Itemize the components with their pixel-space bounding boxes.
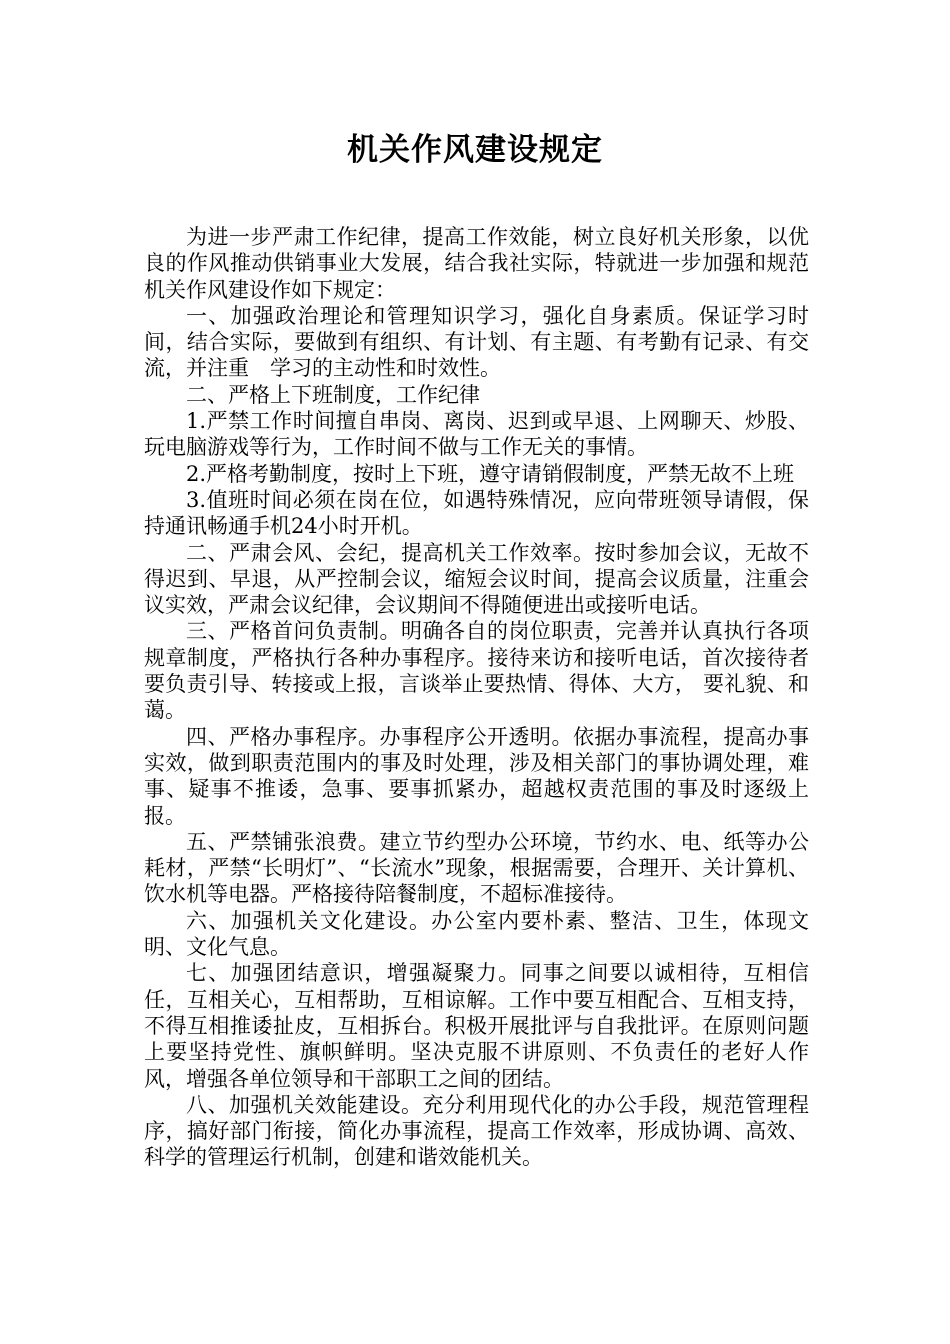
document-title: 机关作风建设规定 (347, 132, 603, 168)
paragraph-rule-3: 3.值班时间必须在岗在位，如遇特殊情况，应向带班领导请假，保持通讯畅通手机24小时开机。 (144, 487, 809, 539)
paragraph-unity: 七、加强团结意识，增强凝聚力。同事之间要以诚相待，互相信任，互相关心，互相帮助，互相谅解。工作中要互相配合、互相支持，不得互相推诿扯皮，互相拆台。积极开展批评与自我批评。在原则问题上要坚持党性、旗帜鲜明。坚决克服不讲原则、不负责任的老好人作风，增强各单位领导和干部职工之间的团结。 (144, 961, 809, 1091)
document-body (144, 224, 809, 1171)
paragraph-no-waste: 五、严禁铺张浪费。建立节约型办公环境，节约水、电、纸等办公耗材，严禁“长明灯”、“长流水”现象，根据需要，合理开、关计算机、饮水机等电器。严格接待陪餐制度，不超标准接待。 (144, 829, 809, 907)
paragraph-meetings: 二、严肃会风、会纪，提高机关工作效率。按时参加会议，无故不得迟到、早退，从严控制会议，缩短会议时间，提高会议质量，注重会议实效，严肃会议纪律，会议期间不得随便进出或接听电话。 (144, 540, 809, 618)
paragraph-culture: 六、加强机关文化建设。办公室内要朴素、整洁、卫生，体现文明、文化气息。 (144, 908, 809, 960)
paragraph-discipline-heading: 二、严格上下班制度，工作纪律 (186, 382, 480, 407)
paragraph-study: 一、加强政治理论和管理知识学习，强化自身素质。保证学习时间，结合实际，要做到有组织、有计划、有主题、有考勤有记录、有交流，并注重 学习的主动性和时效性。 (144, 303, 809, 381)
paragraph-rule-2: 2.严格考勤制度，按时上下班，遵守请销假制度，严禁无故不上班 (186, 461, 795, 486)
paragraph-intro: 为进一步严肃工作纪律，提高工作效能，树立良好机关形象，以优良的作风推动供销事业大发展，结合我社实际，特就进一步加强和规范机关作风建设作如下规定： (144, 225, 809, 302)
paragraph-procedures: 四、严格办事程序。办事程序公开透明。依据办事流程，提高办事实效，做到职责范围内的事及时处理，涉及相关部门的事协调处理，难事、疑事不推诿，急事、要事抓紧办，超越权责范围的事及时逐级上报。 (144, 724, 809, 828)
paragraph-first-responsibility: 三、严格首问负责制。明确各自的岗位职责，完善并认真执行各项规章制度，严格执行各种办事程序。接待来访和接听电话，首次接待者要负责引导、转接或上报，言谈举止要热情、得体、大方， 要礼貌、和蔼。 (144, 619, 809, 723)
paragraph-rule-1: 1.严禁工作时间擅自串岗、离岗、迟到或早退、上网聊天、炒股、玩电脑游戏等行为，工作时间不做与工作无关的事情。 (144, 409, 809, 460)
paragraph-efficiency: 八、加强机关效能建设。充分利用现代化的办公手段，规范管理程序，搞好部门衔接，简化办事流程，提高工作效率，形成协调、高效、科学的管理运行机制，创建和谐效能机关。 (144, 1092, 809, 1170)
